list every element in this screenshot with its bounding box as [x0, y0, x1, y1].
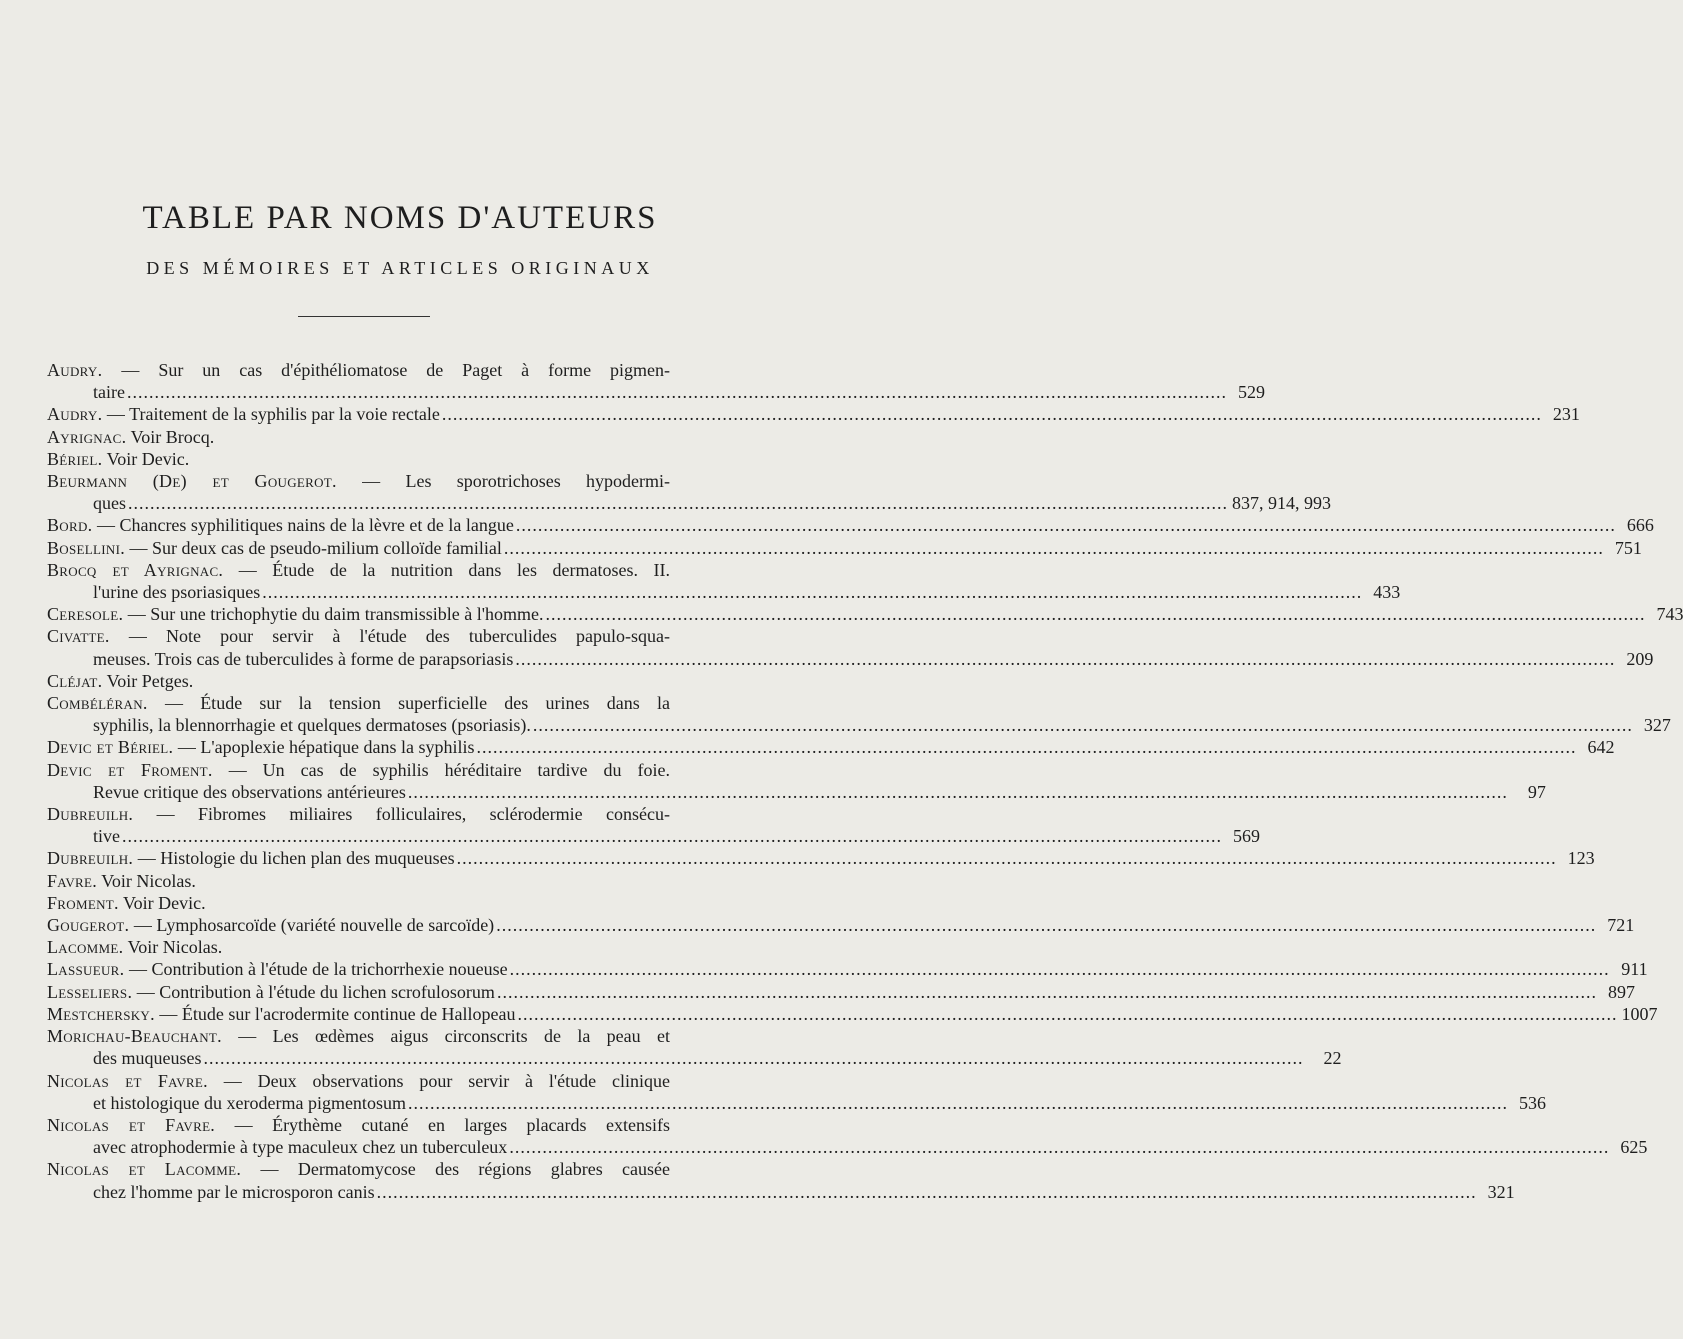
index-entry — [47, 692, 1671, 736]
page-number: 569 — [1233, 826, 1260, 847]
page-number: 529 — [1237, 382, 1265, 403]
dot-leader: ........................................................................................................................................................................................................ — [509, 1137, 1610, 1158]
dot-leader: ........................................................................................................................................................................................................ — [122, 826, 1222, 847]
index-entry — [47, 448, 670, 470]
entry-text: — Érythème cutané en larges placards extensifs — [234, 1114, 670, 1135]
entry-text: Voir Brocq. — [130, 426, 215, 447]
page-number: 721 — [1607, 915, 1635, 936]
entry-text: chez l'homme par le microsporon canis — [93, 1181, 375, 1202]
page-number: 536 — [1518, 1092, 1546, 1113]
index-entry — [47, 736, 1615, 758]
entry-author: Cléjat. — [47, 670, 103, 691]
index-entry — [47, 936, 670, 958]
entry-author: Lesseliers. — [47, 981, 133, 1002]
entry-text: Voir Devic. — [123, 892, 206, 913]
entry-text: — Traitement de la syphilis par la voie rectale — [106, 404, 440, 425]
dot-leader: ........................................................................................................................................................................................................ — [456, 848, 1557, 869]
index-entry — [47, 670, 670, 692]
page-number: 897 — [1607, 981, 1635, 1002]
entry-text: — Étude sur l'acrodermite continue de Hallopeau — [159, 1003, 516, 1024]
dot-leader: ........................................................................................................................................................................................................ — [407, 1092, 1508, 1113]
entry-author: Devic et Froment. — [47, 759, 213, 780]
entry-text: — Deux observations pour servir à l'étude clinique — [223, 1070, 670, 1091]
entry-author: Nicolas et Lacomme. — [47, 1159, 242, 1180]
index-entry — [47, 958, 1648, 980]
page-number: 231 — [1552, 404, 1580, 425]
dot-leader: ........................................................................................................................................................................................................ — [376, 1181, 1477, 1202]
index-entry — [47, 359, 1265, 403]
dot-leader: ........................................................................................................................................................................................................ — [476, 737, 1577, 758]
page-number: 642 — [1587, 737, 1615, 758]
entry-text: meuses. Trois cas de tuberculides à forme de parapsoriasis — [93, 648, 514, 669]
entry-text: Voir Nicolas. — [127, 937, 223, 958]
entry-text: syphilis, la blennorrhagie et quelques dermatoses (psoriasis). — [93, 715, 531, 736]
dot-leader: ........................................................................................................................................................................................................ — [515, 515, 1616, 536]
dot-leader: ........................................................................................................................................................................................................ — [496, 981, 1597, 1002]
entry-author: Gougerot. — [47, 915, 130, 936]
entry-text: Voir Devic. — [106, 448, 190, 469]
page-number: 837, 914, 993 — [1232, 493, 1331, 514]
page-number: 327 — [1643, 715, 1671, 736]
index-entry — [47, 981, 1635, 1003]
entry-author: Lacomme. — [47, 937, 124, 958]
index-entry — [47, 759, 1546, 803]
entry-author: Devic et Bériel. — [47, 737, 174, 758]
entry-text: — Étude sur la tension superficielle des urines dans la — [164, 693, 670, 714]
entry-text: — Étude de la nutrition dans les dermatoses. II. — [238, 559, 670, 580]
entry-text: — Contribution à l'étude du lichen scrofulosorum — [136, 981, 495, 1002]
entry-text: — Histologie du lichen plan des muqueuses — [137, 848, 455, 869]
dot-leader: ........................................................................................................................................................................................................ — [532, 715, 1633, 736]
entry-author: Dubreuilh. — [47, 804, 134, 825]
index-entry — [47, 514, 1654, 536]
author-index-list — [47, 359, 1683, 1203]
index-entry — [47, 847, 1595, 869]
page-subtitle: DES MÉMOIRES ET ARTICLES ORIGINAUX — [146, 258, 654, 278]
index-entry — [47, 470, 1331, 514]
page-number: 911 — [1621, 959, 1648, 980]
index-entry — [47, 803, 1260, 847]
index-entry — [47, 1003, 1658, 1025]
entry-author: Bosellini. — [47, 537, 125, 558]
index-entry — [47, 559, 1401, 603]
entry-text: des muqueuses — [93, 1048, 202, 1069]
entry-text: — Les œdèmes aigus circonscrits de la peau et — [238, 1026, 671, 1047]
index-entry — [47, 892, 670, 914]
entry-author: Civatte. — [47, 626, 110, 647]
entry-author: Audry. — [47, 404, 103, 425]
title-divider — [298, 316, 430, 317]
entry-text: et histologique du xeroderma pigmentosum — [93, 1092, 406, 1113]
entry-text: Voir Petges. — [106, 670, 194, 691]
dot-leader: ........................................................................................................................................................................................................ — [441, 404, 1542, 425]
page-number: 1007 — [1621, 1003, 1658, 1024]
dot-leader: ........................................................................................................................................................................................................ — [545, 604, 1646, 625]
entry-text: — Sur deux cas de pseudo-milium colloïde familial — [129, 537, 502, 558]
page-number: 666 — [1626, 515, 1654, 536]
dot-leader: ........................................................................................................................................................................................................ — [407, 781, 1508, 802]
entry-author: Bériel. — [47, 448, 103, 469]
dot-leader: ........................................................................................................................................................................................................ — [203, 1048, 1304, 1069]
entry-author: Beurmann (De) et Gougerot. — [47, 471, 337, 492]
page-number: 751 — [1614, 537, 1642, 558]
entry-text: — Sur un cas d'épithéliomatose de Paget à forme pigmen- — [121, 360, 671, 380]
entry-author: Combéléran. — [47, 693, 148, 714]
dot-leader: ........................................................................................................................................................................................................ — [517, 1003, 1618, 1024]
entry-author: Ceresole. — [47, 604, 124, 625]
page-number: 123 — [1567, 848, 1595, 869]
entry-text: — Chancres syphilitiques nains de la lèvre et de la langue — [96, 515, 514, 536]
entry-text: — Fibromes miliaires folliculaires, sclérodermie consécu- — [156, 804, 670, 825]
entry-author: Ayrignac. — [47, 426, 127, 447]
entry-text: — Les sporotrichoses hypodermi- — [362, 471, 671, 492]
entry-author: Dubreuilh. — [47, 848, 134, 869]
entry-text: — Note pour servir à l'étude des tuberculides papulo-squa- — [128, 626, 671, 647]
index-entry — [47, 914, 1635, 936]
entry-text: tive — [93, 826, 120, 847]
index-entry — [47, 426, 670, 448]
page-number: 321 — [1487, 1181, 1515, 1202]
dot-leader: ........................................................................................................................................................................................................ — [262, 582, 1363, 603]
entry-author: Audry. — [47, 360, 103, 380]
page-number: 22 — [1323, 1048, 1342, 1069]
page-number: 743 — [1656, 604, 1683, 625]
index-entry — [47, 870, 670, 892]
index-entry — [47, 1158, 1515, 1202]
entry-text: l'urine des psoriasiques — [93, 582, 261, 603]
index-entry — [47, 537, 1642, 559]
entry-text: — Contribution à l'étude de la trichorrhexie noueuse — [128, 959, 508, 980]
entry-text: avec atrophodermie à type maculeux chez un tuberculeux — [93, 1137, 508, 1158]
dot-leader: ........................................................................................................................................................................................................ — [503, 537, 1604, 558]
index-entry — [47, 1114, 1648, 1158]
page-number: 625 — [1620, 1137, 1648, 1158]
page-number: 97 — [1527, 781, 1546, 802]
entry-author: Froment. — [47, 892, 119, 913]
index-entry — [47, 1025, 1342, 1069]
dot-leader: ........................................................................................................................................................................................................ — [496, 915, 1597, 936]
entry-text: Voir Nicolas. — [101, 870, 196, 891]
entry-text: — Un cas de syphilis héréditaire tardive du foie. — [228, 759, 670, 780]
entry-author: Nicolas et Favre. — [47, 1070, 208, 1091]
page-number: 433 — [1373, 582, 1401, 603]
entry-text: Revue critique des observations antérieures — [93, 781, 406, 802]
page-number: 209 — [1626, 648, 1654, 669]
dot-leader: ........................................................................................................................................................................................................ — [128, 493, 1228, 514]
entry-text: taire — [93, 382, 125, 403]
page-title: TABLE PAR NOMS D'AUTEURS — [142, 200, 658, 236]
index-entry — [47, 625, 1654, 669]
entry-author: Bord. — [47, 515, 93, 536]
entry-author: Mestchersky. — [47, 1003, 155, 1024]
entry-text: — Lymphosarcoïde (variété nouvelle de sarcoïde) — [133, 915, 495, 936]
entry-text: — L'apoplexie hépatique dans la syphilis — [177, 737, 475, 758]
entry-author: Brocq et Ayrignac. — [47, 559, 224, 580]
dot-leader: ........................................................................................................................................................................................................ — [515, 648, 1616, 669]
entry-author: Lassueur. — [47, 959, 125, 980]
index-entry — [47, 1070, 1546, 1114]
index-entry — [47, 403, 1580, 425]
entry-text: — Dermatomycose des régions glabres causée — [260, 1159, 671, 1180]
entry-author: Morichau-Beauchant. — [47, 1026, 222, 1047]
entry-author: Favre. — [47, 870, 98, 891]
entry-author: Nicolas et Favre. — [47, 1114, 216, 1135]
dot-leader: ........................................................................................................................................................................................................ — [126, 382, 1227, 403]
entry-text: — Sur une trichophytie du daim transmissible à l'homme. — [127, 604, 544, 625]
entry-text: ques — [93, 493, 126, 514]
dot-leader: ........................................................................................................................................................................................................ — [509, 959, 1610, 980]
index-entry — [47, 603, 1683, 625]
